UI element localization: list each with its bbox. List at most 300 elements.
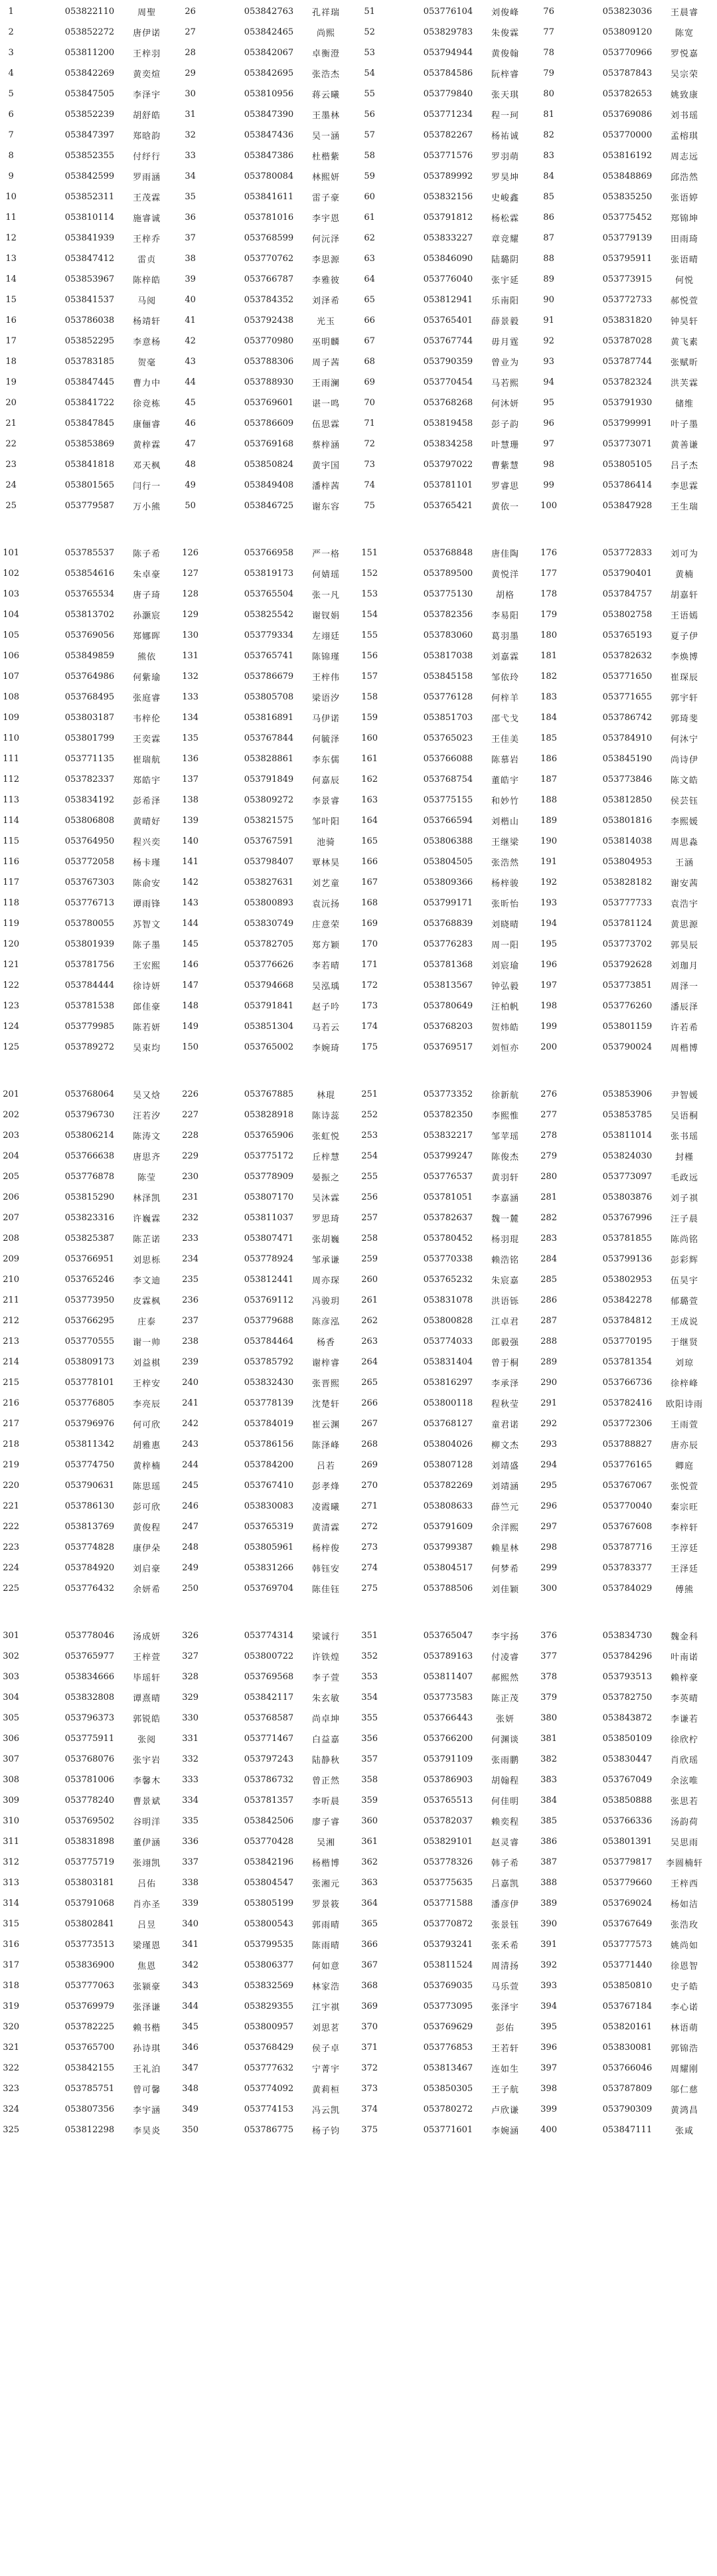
entry-number: 380 (540, 1713, 557, 1723)
student-name: 何婧瑶 (312, 570, 341, 580)
student-name: 谢安茜 (671, 879, 699, 889)
student-name: 姚尚如 (671, 1941, 699, 1951)
student-id: 053779817 (602, 1857, 653, 1867)
entry-number: 198 (540, 1001, 557, 1011)
entry-number: 382 (540, 1754, 557, 1764)
student-name: 何沅泽 (312, 234, 341, 244)
student-id: 053774033 (423, 1336, 473, 1346)
table-row (0, 1831, 717, 1852)
entry-number: 46 (185, 418, 196, 428)
entry-number: 359 (361, 1795, 378, 1805)
table-row (0, 1770, 717, 1790)
entry-number: 218 (3, 1439, 20, 1449)
student-name: 韩钰安 (312, 1564, 341, 1574)
table-row (0, 913, 717, 934)
student-id: 053773950 (64, 1295, 115, 1305)
entry-number: 145 (182, 939, 199, 949)
student-name: 杜楷紫 (312, 152, 341, 162)
student-id: 053780452 (423, 1234, 473, 1243)
entry-number: 290 (540, 1378, 557, 1388)
student-id: 053805961 (244, 1542, 294, 1552)
student-name: 谌一鸣 (312, 399, 341, 409)
student-name: 侯芸钰 (671, 796, 699, 806)
table-row (0, 1790, 717, 1811)
student-name: 张妍 (496, 1714, 515, 1724)
entry-number: 164 (361, 816, 378, 826)
student-id: 053801565 (64, 480, 115, 490)
roster-block (0, 1625, 717, 2140)
entry-number: 43 (185, 357, 196, 367)
entry-number: 228 (182, 1131, 199, 1141)
student-id: 053767410 (244, 1481, 294, 1491)
entry-number: 31 (185, 110, 196, 120)
entry-number: 185 (540, 733, 557, 743)
student-id: 053774314 (244, 1631, 294, 1641)
entry-number: 364 (361, 1898, 378, 1908)
entry-number: 41 (185, 316, 196, 325)
student-name: 赵子吟 (312, 1002, 341, 1012)
student-id: 053805105 (602, 460, 653, 470)
student-id: 053819458 (423, 418, 473, 428)
student-id: 053800893 (244, 898, 294, 908)
student-name: 汪若汐 (133, 1111, 161, 1121)
student-name: 林语萌 (671, 2023, 699, 2033)
student-name: 杨子钧 (312, 2126, 341, 2136)
entry-number: 334 (182, 1795, 199, 1805)
student-name: 严一格 (312, 549, 341, 559)
student-name: 刘俊峰 (491, 8, 520, 18)
student-id: 053772058 (64, 857, 115, 867)
table-row (0, 1996, 717, 2017)
student-name: 汤成妍 (133, 1632, 161, 1642)
student-name: 王礼泊 (133, 2065, 161, 2074)
student-id: 053774092 (244, 2084, 294, 2094)
table-row (0, 475, 717, 496)
entry-number: 122 (3, 980, 20, 990)
student-id: 053804517 (423, 1563, 473, 1573)
entry-number: 296 (540, 1501, 557, 1511)
entry-number: 272 (361, 1522, 378, 1532)
student-id: 053771650 (602, 672, 653, 682)
student-name: 谭雨锋 (133, 899, 161, 909)
student-id: 053847412 (64, 254, 115, 264)
entry-number: 248 (182, 1542, 199, 1552)
student-id: 053781538 (64, 1001, 115, 1011)
student-name: 赖奕程 (491, 1817, 520, 1827)
student-name: 陈宽 (675, 29, 694, 39)
student-name: 章竞耀 (491, 234, 520, 244)
student-name: 郑方颖 (312, 941, 341, 951)
entry-number: 358 (361, 1775, 378, 1785)
student-name: 林泽凯 (133, 1194, 161, 1204)
entry-number: 34 (185, 171, 196, 181)
student-name: 闫行一 (133, 482, 161, 492)
student-name: 许若希 (671, 1023, 699, 1033)
student-name: 郎毅强 (491, 1338, 520, 1348)
student-name: 贺毫 (137, 358, 157, 368)
entry-number: 344 (182, 2001, 199, 2011)
student-name: 潘梓茜 (312, 482, 341, 492)
student-id: 053765047 (423, 1631, 473, 1641)
student-id: 053765002 (244, 1042, 294, 1052)
entry-number: 124 (3, 1022, 20, 1032)
entry-number: 366 (361, 1940, 378, 1950)
student-name: 刘思茗 (312, 2023, 341, 2033)
student-id: 053846725 (244, 501, 294, 511)
student-id: 053781051 (423, 1192, 473, 1202)
student-name: 张悦萱 (671, 1482, 699, 1492)
entry-number: 71 (364, 418, 375, 428)
student-name: 吕若 (317, 1461, 336, 1471)
student-id: 053847445 (64, 377, 115, 387)
entry-number: 35 (185, 192, 196, 202)
student-id: 053811342 (64, 1439, 115, 1449)
student-name: 陈思瑶 (133, 1482, 161, 1492)
student-id: 053766951 (64, 1254, 115, 1264)
student-id: 053853906 (602, 1089, 653, 1099)
table-row (0, 1687, 717, 1708)
student-id: 053781354 (602, 1357, 653, 1367)
entry-number: 227 (182, 1110, 199, 1120)
entry-number: 285 (540, 1275, 557, 1285)
student-name: 邹承谦 (312, 1255, 341, 1265)
entry-number: 399 (540, 2104, 557, 2114)
student-name: 汪柏帆 (491, 1002, 520, 1012)
student-name: 徐梓峰 (671, 1379, 699, 1389)
entry-number: 261 (361, 1295, 378, 1305)
entry-number: 97 (543, 439, 554, 449)
block-gap (0, 1058, 717, 1084)
student-name: 李宇涵 (133, 2106, 161, 2116)
student-name: 马乐萱 (491, 1982, 520, 1992)
student-name: 何梦希 (491, 1564, 520, 1574)
student-name: 郑皓宇 (133, 776, 161, 786)
student-name: 郭锦浩 (671, 2044, 699, 2054)
student-name: 庄泰 (137, 1317, 157, 1327)
entry-number: 103 (3, 589, 20, 599)
student-name: 胡舒皓 (133, 111, 161, 121)
student-id: 053788506 (423, 1584, 473, 1594)
student-id: 053782356 (423, 610, 473, 620)
entry-number: 383 (540, 1775, 557, 1785)
student-name: 张宇延 (491, 276, 520, 286)
student-name: 李景睿 (312, 796, 341, 806)
student-name: 张雨鹏 (491, 1756, 520, 1766)
student-id: 053769024 (602, 1898, 653, 1908)
student-id: 053776537 (423, 1172, 473, 1182)
student-name: 夏子伊 (671, 632, 699, 642)
table-row (0, 63, 717, 84)
table-row (0, 496, 717, 516)
student-name: 王佳美 (491, 735, 520, 745)
table-row (0, 996, 717, 1016)
entry-number: 192 (540, 877, 557, 887)
student-name: 王梓乔 (133, 234, 161, 244)
student-name: 黄思源 (671, 920, 699, 930)
entry-number: 244 (182, 1460, 199, 1470)
student-id: 053768203 (423, 1022, 473, 1032)
student-id: 053779688 (244, 1316, 294, 1326)
student-id: 053849408 (244, 480, 294, 490)
table-row (0, 2120, 717, 2140)
entry-number: 74 (364, 480, 375, 490)
entry-number: 372 (361, 2063, 378, 2073)
student-name: 何佳明 (491, 1797, 520, 1807)
student-id: 053777063 (64, 1981, 115, 1991)
roster-block (0, 1084, 717, 1599)
table-row (0, 831, 717, 852)
student-name: 陈彦泓 (312, 1317, 341, 1327)
entry-number: 388 (540, 1878, 557, 1888)
student-name: 徐恩智 (671, 1962, 699, 1972)
student-id: 053778101 (64, 1378, 115, 1388)
entry-number: 84 (543, 171, 554, 181)
entry-number: 322 (3, 2063, 20, 2073)
entry-number: 307 (3, 1754, 20, 1764)
student-name: 吴宗荣 (671, 70, 699, 80)
student-name: 陈雨晴 (312, 1941, 341, 1951)
table-row (0, 955, 717, 975)
entry-number: 395 (540, 2022, 557, 2032)
student-id: 053784444 (64, 980, 115, 990)
student-name: 李焕博 (671, 652, 699, 662)
student-name: 张庭睿 (133, 693, 161, 703)
student-name: 罗景筱 (312, 1900, 341, 1910)
entry-number: 312 (3, 1857, 20, 1867)
entry-number: 398 (540, 2084, 557, 2094)
student-id: 053771655 (602, 692, 653, 702)
student-name: 王雨萱 (671, 1420, 699, 1430)
student-id: 053821575 (244, 816, 294, 826)
table-row (0, 1037, 717, 1058)
student-name: 陈泽峰 (312, 1441, 341, 1451)
entry-number: 78 (543, 48, 554, 58)
student-id: 053800957 (244, 2022, 294, 2032)
student-id: 053776283 (423, 939, 473, 949)
student-id: 053766736 (602, 1378, 653, 1388)
entry-number: 58 (364, 151, 375, 161)
student-id: 053808633 (423, 1501, 473, 1511)
student-name: 杨梓骏 (491, 879, 520, 889)
student-name: 陈文皓 (671, 776, 699, 786)
student-id: 053842269 (64, 68, 115, 78)
entry-number: 173 (361, 1001, 378, 1011)
student-name: 王茂霖 (133, 193, 161, 203)
table-row (0, 1125, 717, 1146)
student-name: 曹力中 (133, 379, 161, 389)
student-id: 053793513 (602, 1672, 653, 1682)
entry-number: 269 (361, 1460, 378, 1470)
student-id: 053812298 (64, 2125, 115, 2135)
student-name: 李梓轩 (671, 1523, 699, 1533)
entry-number: 317 (3, 1960, 20, 1970)
student-id: 053770040 (602, 1501, 653, 1511)
student-id: 053850824 (244, 460, 294, 470)
table-row (0, 1414, 717, 1434)
student-id: 053834730 (602, 1631, 653, 1641)
entry-number: 111 (3, 754, 20, 764)
student-name: 唐子琦 (133, 591, 161, 600)
entry-number: 251 (361, 1089, 378, 1099)
student-id: 053766787 (244, 274, 294, 284)
student-name: 朱玄敏 (312, 1694, 341, 1704)
student-name: 陈诗蕊 (312, 1111, 341, 1121)
student-id: 053828918 (244, 1110, 294, 1120)
student-name: 邹苹瑶 (491, 1132, 520, 1142)
table-row (0, 351, 717, 372)
student-name: 王语嫣 (671, 611, 699, 621)
entry-number: 165 (361, 836, 378, 846)
table-row (0, 1, 717, 22)
student-name: 赖梓豪 (671, 1673, 699, 1683)
student-id: 053816192 (602, 151, 653, 161)
student-name: 孙灏宸 (133, 611, 161, 621)
student-id: 053809173 (64, 1357, 115, 1367)
entry-number: 182 (540, 672, 557, 682)
student-id: 053842695 (244, 68, 294, 78)
student-id: 053768495 (64, 692, 115, 702)
entry-number: 8 (8, 151, 14, 161)
student-id: 053813467 (423, 2063, 473, 2073)
student-id: 053769601 (244, 398, 294, 408)
student-name: 郑锦坤 (671, 214, 699, 224)
student-id: 053787809 (602, 2084, 653, 2094)
entry-number: 239 (182, 1357, 199, 1367)
entry-number: 160 (361, 733, 378, 743)
student-id: 053770454 (423, 377, 473, 387)
student-name: 王梓安 (133, 1379, 161, 1389)
entry-number: 135 (182, 733, 199, 743)
entry-number: 256 (361, 1192, 378, 1202)
student-name: 潘彦伊 (491, 1900, 520, 1910)
student-id: 053780649 (423, 1001, 473, 1011)
student-name: 张禾希 (491, 1941, 520, 1951)
entry-number: 275 (361, 1584, 378, 1594)
student-id: 053842763 (244, 7, 294, 17)
student-id: 053784920 (64, 1563, 115, 1573)
entry-number: 30 (185, 89, 196, 99)
entry-number: 202 (3, 1110, 20, 1120)
student-name: 王若轩 (491, 2044, 520, 2054)
entry-number: 48 (185, 460, 196, 470)
student-name: 张晋熙 (312, 1379, 341, 1389)
student-name: 尚诗伊 (671, 755, 699, 765)
student-id: 053795911 (602, 254, 653, 264)
student-name: 罗思琦 (312, 1214, 341, 1224)
entry-number: 241 (182, 1398, 199, 1408)
table-row (0, 666, 717, 687)
student-name: 连如生 (491, 2065, 520, 2074)
entry-number: 33 (185, 151, 196, 161)
student-id: 053851703 (423, 713, 473, 723)
student-name: 张阅 (137, 1735, 157, 1745)
entry-number: 140 (182, 836, 199, 846)
student-name: 程秋莹 (491, 1400, 520, 1410)
student-id: 053832217 (423, 1131, 473, 1141)
entry-number: 50 (185, 501, 196, 511)
student-id: 053842465 (244, 27, 294, 37)
entry-number: 309 (3, 1795, 20, 1805)
entry-number: 91 (543, 316, 554, 325)
student-id: 053770966 (602, 48, 653, 58)
student-name: 黄飞素 (671, 337, 699, 347)
entry-number: 119 (3, 919, 20, 929)
entry-number: 263 (361, 1336, 378, 1346)
student-name: 吴沐霖 (312, 1194, 341, 1204)
entry-number: 300 (540, 1584, 557, 1594)
student-name: 焦恩 (137, 1962, 157, 1972)
student-name: 崔云渊 (312, 1420, 341, 1430)
student-id: 053834666 (64, 1672, 115, 1682)
student-name: 吴语桐 (671, 1111, 699, 1121)
student-id: 053767885 (244, 1089, 294, 1099)
student-name: 程一珂 (491, 111, 520, 121)
student-name: 彭子韵 (491, 420, 520, 430)
entry-number: 333 (182, 1775, 199, 1785)
entry-number: 141 (182, 857, 199, 867)
entry-number: 151 (361, 548, 378, 558)
student-name: 李东儒 (312, 755, 341, 765)
student-id: 053790359 (423, 357, 473, 367)
student-id: 053765421 (423, 501, 473, 511)
student-id: 053784296 (602, 1651, 653, 1661)
entry-number: 303 (3, 1672, 20, 1682)
student-id: 053777733 (602, 898, 653, 908)
student-id: 053811037 (244, 1213, 294, 1223)
student-name: 吕昱 (137, 1920, 157, 1930)
table-row (0, 1914, 717, 1934)
student-name: 袁沅扬 (312, 899, 341, 909)
student-name: 黄羽轩 (491, 1173, 520, 1183)
student-name: 李婉涵 (491, 2126, 520, 2136)
entry-number: 379 (540, 1693, 557, 1702)
student-id: 053781101 (423, 480, 473, 490)
entry-number: 371 (361, 2043, 378, 2053)
student-id: 053785792 (244, 1357, 294, 1367)
student-name: 马伊诺 (312, 714, 341, 724)
entry-number: 374 (361, 2104, 378, 2114)
student-id: 053770428 (244, 1837, 294, 1847)
student-id: 053772833 (602, 548, 653, 558)
entry-number: 99 (543, 480, 554, 490)
table-row (0, 1537, 717, 1558)
entry-number: 329 (182, 1693, 199, 1702)
student-id: 053769112 (244, 1295, 294, 1305)
student-name: 史峻鑫 (491, 193, 520, 203)
entry-number: 220 (3, 1481, 20, 1491)
student-name: 刘泽希 (312, 296, 341, 306)
entry-number: 105 (3, 630, 20, 640)
entry-number: 76 (543, 7, 554, 17)
entry-number: 299 (540, 1563, 557, 1573)
table-row (0, 625, 717, 646)
student-name: 储维 (675, 399, 694, 409)
student-id: 053771576 (423, 151, 473, 161)
student-name: 郎佳豪 (133, 1002, 161, 1012)
student-name: 叶南诺 (671, 1653, 699, 1663)
entry-number: 18 (5, 357, 17, 367)
student-name: 刘楷山 (491, 817, 520, 827)
entry-number: 318 (3, 1981, 20, 1991)
table-row (0, 1434, 717, 1455)
table-row (0, 413, 717, 434)
student-id: 053778240 (64, 1795, 115, 1805)
student-name: 赖书楷 (133, 2023, 161, 2033)
student-name: 陈正茂 (491, 1694, 520, 1704)
student-id: 053843872 (602, 1713, 653, 1723)
entry-number: 264 (361, 1357, 378, 1367)
table-row (0, 269, 717, 290)
